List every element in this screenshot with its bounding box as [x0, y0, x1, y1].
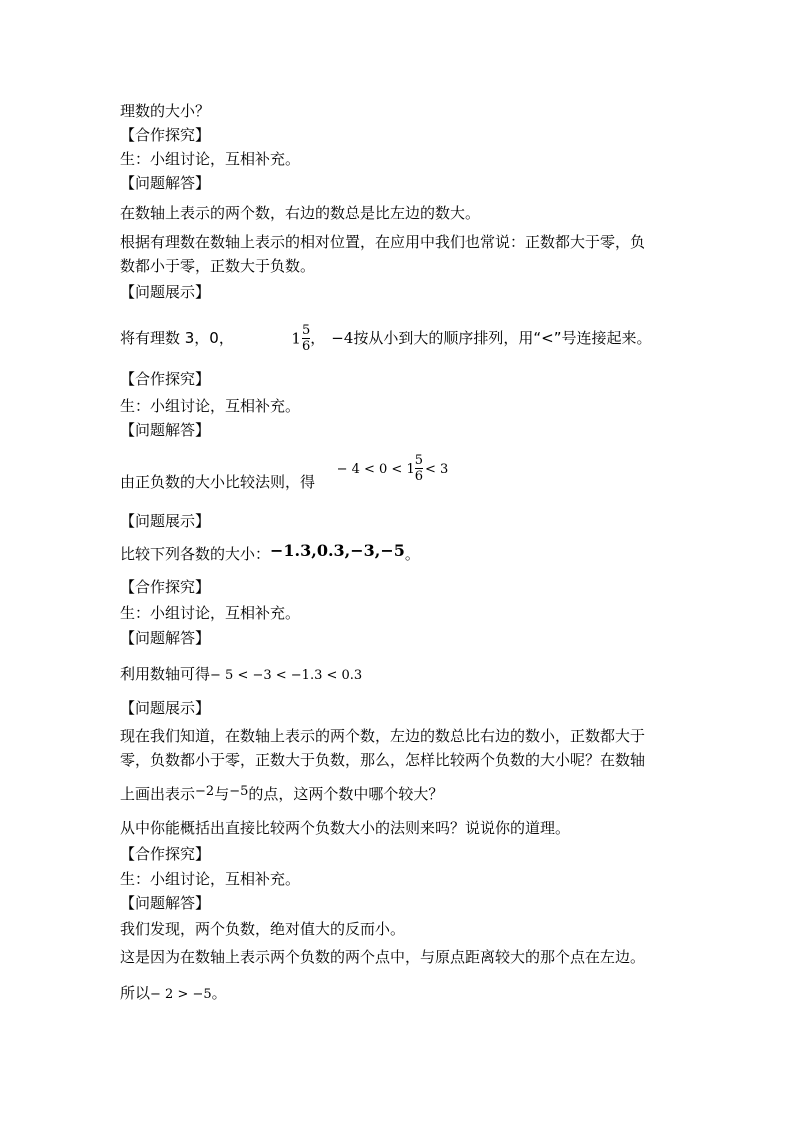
text-segment: 将有理数 3，0， — [120, 329, 234, 347]
text-line: 生：小组讨论，互相补充。 — [120, 604, 301, 622]
text-line-with-math — [120, 784, 443, 806]
fraction-denominator: 6 — [301, 339, 311, 354]
section-heading: 【问题展示】 — [120, 512, 211, 530]
text-segment: 按从小到大的顺序排列，用“<”号连接起来。 — [353, 329, 652, 347]
section-heading: 【问题展示】 — [120, 283, 211, 301]
text-line: 理数的大小？ — [120, 102, 211, 120]
math-expression: < 3 — [425, 462, 449, 477]
fraction — [302, 323, 310, 354]
text-segment: 比较下列各数的大小： — [120, 545, 271, 563]
math-expression: −2 — [195, 784, 215, 799]
text-line: 在数轴上表示的两个数，右边的数总是比左边的数大。 — [120, 204, 481, 222]
text-segment: 所以 — [120, 984, 151, 1002]
fraction-numerator: 5 — [414, 453, 424, 468]
section-heading: 【问题解答】 — [120, 894, 211, 912]
fraction-numerator: 5 — [301, 323, 311, 338]
text-line: 根据有理数在数轴上表示的相对位置，在应用中我们也常说：正数都大于零，负 — [120, 233, 646, 251]
text-line: 生：小组讨论，互相补充。 — [120, 397, 301, 415]
math-expression: −4 — [331, 329, 354, 347]
text-segment: 由正负数的大小比较法则，得 — [120, 473, 316, 491]
text-line-with-math — [120, 453, 449, 506]
text-line-with-math — [120, 664, 362, 686]
text-line: 生：小组讨论，互相补充。 — [120, 150, 301, 168]
section-heading: 【合作探究】 — [120, 845, 211, 863]
text-line-with-math — [120, 983, 227, 1005]
text-segment: 的点，这两个数中哪个较大？ — [248, 785, 444, 803]
section-heading: 【问题解答】 — [120, 629, 211, 647]
text-line: 零，负数都小于零，正数大于负数，那么，怎样比较两个负数的大小呢？在数轴 — [120, 751, 646, 769]
section-heading: 【问题解答】 — [120, 421, 211, 439]
mixed-number-whole: 1 — [291, 329, 301, 348]
math-expression: −1.3,0.3,−3,−5 — [270, 541, 405, 560]
text-line-with-math — [120, 541, 420, 567]
text-line: 从中你能概括出直接比较两个负数大小的法则来吗？说说你的道理。 — [120, 819, 571, 837]
text-segment: 。 — [404, 545, 420, 563]
text-segment: 利用数轴可得 — [120, 665, 211, 683]
fraction-denominator: 6 — [414, 469, 424, 484]
section-heading: 【问题展示】 — [120, 699, 211, 717]
text-segment: 上画出表示 — [120, 785, 196, 803]
section-heading: 【合作探究】 — [120, 578, 211, 596]
text-line: 这是因为在数轴上表示两个负数的两个点中，与原点距离较大的那个点在左边。 — [120, 948, 646, 966]
text-segment: 。 — [211, 984, 227, 1002]
section-heading: 【合作探究】 — [120, 370, 211, 388]
text-line: 我们发现，两个负数，绝对值大的反而小。 — [120, 920, 406, 938]
fraction — [415, 453, 423, 484]
text-line: 生：小组讨论，互相补充。 — [120, 870, 301, 888]
text-line: 数都小于零，正数大于负数。 — [120, 257, 316, 275]
math-expression: − 5 < −3 < −1.3 < 0.3 — [210, 668, 363, 683]
text-segment: ， — [310, 329, 326, 347]
math-expression: −5 — [229, 784, 249, 799]
text-segment: 与 — [214, 785, 230, 803]
text-line: 现在我们知道，在数轴上表示的两个数，左边的数总比右边的数小，正数都大于 — [120, 727, 646, 745]
section-heading: 【合作探究】 — [120, 126, 211, 144]
section-heading: 【问题解答】 — [120, 174, 211, 192]
math-expression: − 2 > −5 — [150, 987, 212, 1002]
text-line-with-math — [120, 314, 652, 362]
math-expression: − 4 < 0 < 1 — [336, 462, 415, 477]
